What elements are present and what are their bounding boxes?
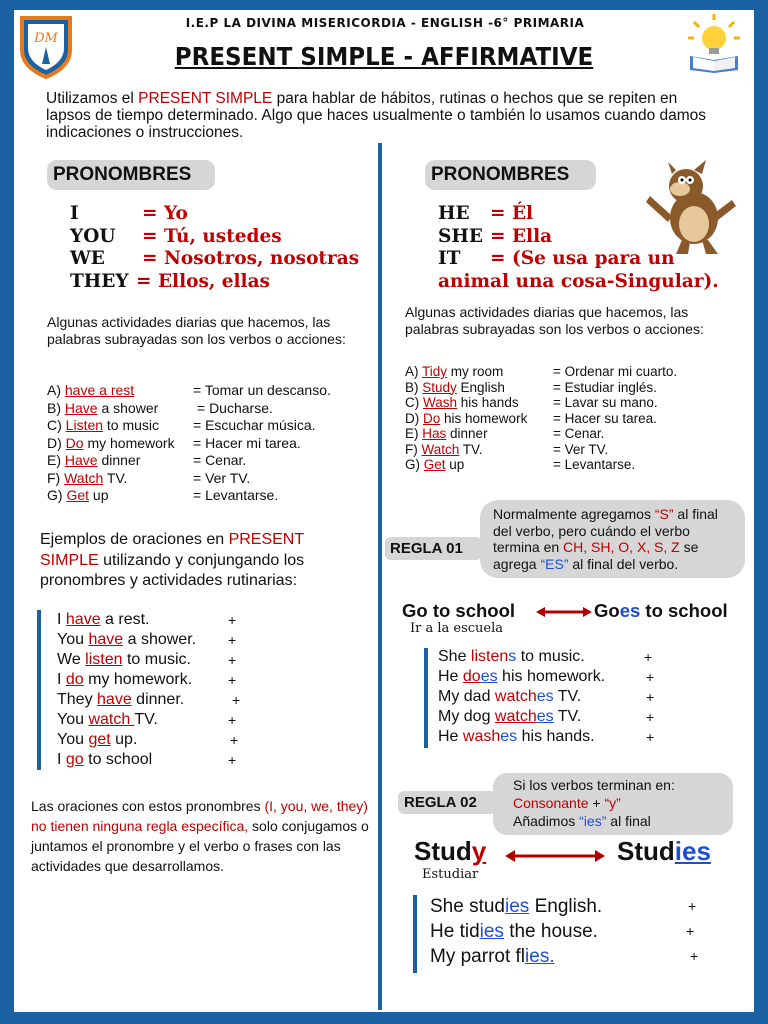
- left-examples-intro: Ejemplos de oraciones en PRESENT SIMPLE utilizando y conjungando los pronombres y actividades rutinarias:: [40, 531, 305, 589]
- intro-paragraph: [46, 90, 726, 141]
- pronoun-row: YOU = Tú, ustedes: [70, 225, 282, 247]
- pronoun-row: SHE = Ella: [438, 225, 553, 247]
- activity-row: C) Listen to music = Escuchar música.: [47, 417, 316, 433]
- left-pronoun-list: [70, 203, 359, 293]
- pronoun-row: THEY = Ellos, ellas: [70, 270, 270, 292]
- example-sentence: He tidies the house. +: [430, 921, 695, 942]
- activity-row: B) Have a shower = Ducharse.: [47, 399, 273, 416]
- left-note: Las oraciones con estos pronombres (I, you, we, they) no tienen ninguna regla específica, solo conjugamos o juntamos el pronombre y el verbo o frases con las actividades que desarrollamos.: [31, 798, 369, 874]
- study-example-base: Study: [414, 836, 487, 866]
- rule2-sentence-list: [430, 894, 710, 969]
- activity-row: B) Study English = Estudiar inglés.: [405, 379, 657, 395]
- study-example-conjugated: Studies: [617, 836, 711, 866]
- page-title: PRESENT SIMPLE - AFFIRMATIVE: [174, 42, 594, 71]
- right-pronoun-list: [438, 203, 738, 293]
- activity-row: F) Watch TV. = Ver TV.: [405, 441, 609, 457]
- rule1-box: Normalmente agregamos “S” al final del verbo, pero cuándo el verbo termina en CH, SH, O, X, S, Z se agrega “ES” al final del verbo.: [480, 500, 745, 578]
- go-example-conjugated: Goes to school: [594, 600, 728, 621]
- example-sentence: He does his homework. +: [438, 668, 655, 685]
- rule1-sentences-bar: [424, 648, 428, 748]
- left-activities-table: [47, 382, 331, 505]
- rule2-box: Si los verbos terminan en: Consonante + “y” Añadimos “ies” al final: [493, 773, 733, 835]
- example-sentence: She studies English. +: [430, 896, 697, 917]
- activity-row: G) Get up = Levantarse.: [47, 487, 279, 503]
- logo-text: DM: [34, 31, 58, 46]
- example-sentence: He washes his hands. +: [438, 728, 655, 745]
- left-pronouns-title: PRONOMBRES: [47, 160, 215, 190]
- activity-row: A) Tidy my room = Ordenar mi cuarto.: [405, 364, 678, 379]
- example-sentence: You get up. +: [57, 731, 239, 748]
- pronoun-row: WE = Nosotros, nosotras: [70, 248, 360, 269]
- example-sentence: She listens to music. +: [438, 648, 653, 665]
- example-sentence: We listen to music. +: [57, 651, 237, 668]
- example-sentence: You watch TV. +: [57, 711, 237, 728]
- activity-row: G) Get up = Levantarse.: [405, 457, 636, 472]
- right-pronouns-title: PRONOMBRES: [425, 160, 596, 190]
- right-activities-intro: Algunas actividades diarias que hacemos, las palabras subrayadas son los verbos o acciones:: [405, 304, 704, 337]
- study-example-translation: Estudiar: [422, 867, 479, 882]
- example-sentence: I have a rest. +: [57, 611, 237, 628]
- pronoun-row: IT = (Se usa para un animal una cosa-Singular).: [438, 248, 719, 292]
- column-divider: [378, 143, 382, 1010]
- activity-row: D) Do my homework = Hacer mi tarea.: [47, 434, 301, 451]
- pronoun-row: HE = Él: [438, 203, 534, 224]
- rule2-sentences-bar: [413, 895, 417, 973]
- school-name: I.E.P LA DIVINA MISERICORDIA - ENGLISH -6° PRIMARIA: [185, 16, 585, 30]
- activity-row: D) Do his homework = Hacer su tarea.: [405, 410, 657, 426]
- example-sentence: I do my homework. +: [57, 671, 237, 688]
- example-sentence: I go to school +: [57, 751, 237, 768]
- go-example-translation: Ir a la escuela: [410, 621, 504, 636]
- rule2-label: REGLA 02: [398, 791, 496, 814]
- left-sentence-list: [57, 610, 247, 770]
- example-sentence: You have a shower. +: [57, 631, 237, 648]
- double-arrow-icon: [505, 848, 605, 864]
- activity-row: F) Watch TV. = Ver TV.: [47, 469, 251, 486]
- example-sentence: My parrot flies. +: [430, 946, 699, 967]
- activity-row: E) Have dinner = Cenar.: [47, 452, 247, 468]
- pronoun-row: I = Yo: [70, 203, 188, 224]
- school-logo-icon: [18, 14, 74, 80]
- example-sentence: My dad watches TV. +: [438, 688, 655, 705]
- activity-row: E) Has dinner = Cenar.: [405, 426, 605, 441]
- example-sentence: My dog watches TV. +: [438, 708, 655, 725]
- activity-row: A) have a rest = Tomar un descanso.: [47, 382, 331, 398]
- left-activities-intro: Algunas actividades diarias que hacemos, las palabras subrayadas son los verbos o acciones:: [47, 314, 346, 347]
- left-sentences-bar: [37, 610, 41, 770]
- intro-text-2: para hablar de hábitos, rutinas o hechos que se repiten en lapsos de tiempo determinado. Algo que haces usualmente o también lo usamos cuando damos indicaciones o instrucciones.: [46, 90, 707, 141]
- rule1-label: REGLA 01: [385, 537, 482, 560]
- go-example-base: Go to school: [402, 600, 516, 621]
- intro-text-1: Utilizamos el: [46, 90, 139, 107]
- lightbulb-book-icon: [684, 12, 744, 74]
- example-sentence: They have dinner. +: [57, 691, 241, 708]
- page-frame-bottom: [0, 1012, 768, 1024]
- rule1-sentence-list: [438, 647, 668, 747]
- intro-highlight: PRESENT SIMPLE: [138, 90, 273, 107]
- right-activities-table: [405, 364, 677, 473]
- double-arrow-icon: [536, 604, 592, 620]
- activity-row: C) Wash his hands = Lavar su mano.: [405, 395, 658, 410]
